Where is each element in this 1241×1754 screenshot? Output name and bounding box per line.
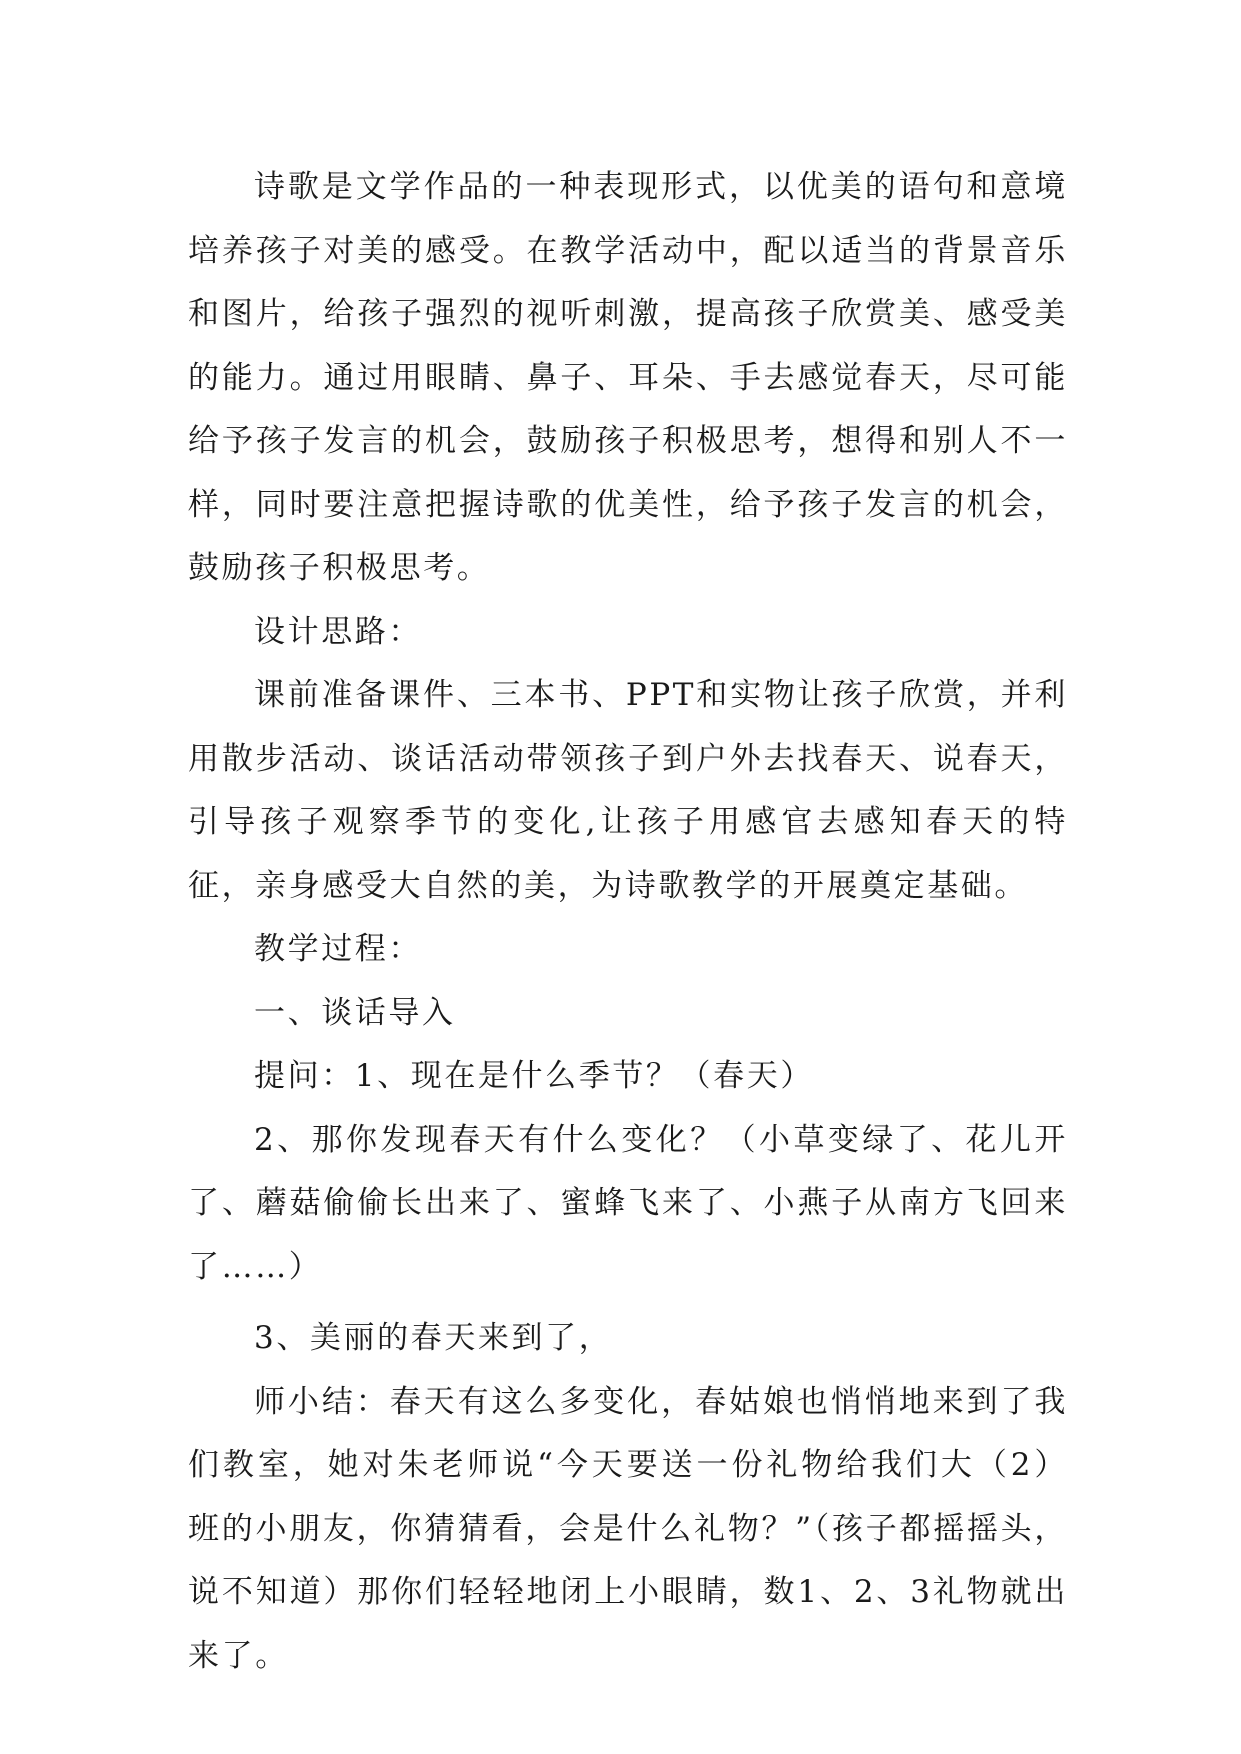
paragraph-design-heading: 设计思路：: [254, 613, 422, 650]
paragraph-poetry-intro: 诗歌是文学作品的一种表现形式，以优美的语句和意境培养孩子对美的感受。在教学活动中，配以适当的背景音乐和图片，给孩子强烈的视听刺激，提高孩子欣赏美、感受美的能力。通过用眼睛、鼻子、耳朵、手去感觉春天，尽可能给予孩子发言的机会，鼓励孩子积极思考，想得和别人不一样，同时要注意把握诗歌的优美性，给予孩子发言的机会，鼓励孩子积极思考。: [188, 169, 1068, 586]
paragraph-section-one: 一、谈话导入: [254, 994, 456, 1031]
paragraph-question-three: 3、美丽的春天来到了，: [254, 1320, 613, 1356]
document-body: [188, 156, 1068, 1688]
paragraph-process-heading: 教学过程：: [254, 931, 422, 967]
paragraph-question-two: 2、那你发现春天有什么变化？（小草变绿了、花儿开了、蘑菇偷偷长出来了、蜜蜂飞来了、小燕子从南方飞回来了……）: [188, 1121, 1068, 1285]
paragraph-design-body: 课前准备课件、三本书、PPT和实物让孩子欣赏，并利用散步活动、谈话活动带领孩子到户外去找春天、说春天，引导孩子观察季节的变化,让孩子用感官去感知春天的特征，亲身感受大自然的美，为诗歌教学的开展奠定基础。: [188, 677, 1068, 904]
paragraph-teacher-summary: 师小结：春天有这么多变化，春姑娘也悄悄地来到了我们教室，她对朱老师说“今天要送一份礼物给我们大（2）班的小朋友，你猜猜看，会是什么礼物？”（孩子都摇摇头，说不知道）那你们轻轻地闭上小眼睛，数1、2、3礼物就出来了。: [188, 1383, 1068, 1674]
paragraph-question-one: 提问：1、现在是什么季节？（春天）: [254, 1058, 814, 1094]
